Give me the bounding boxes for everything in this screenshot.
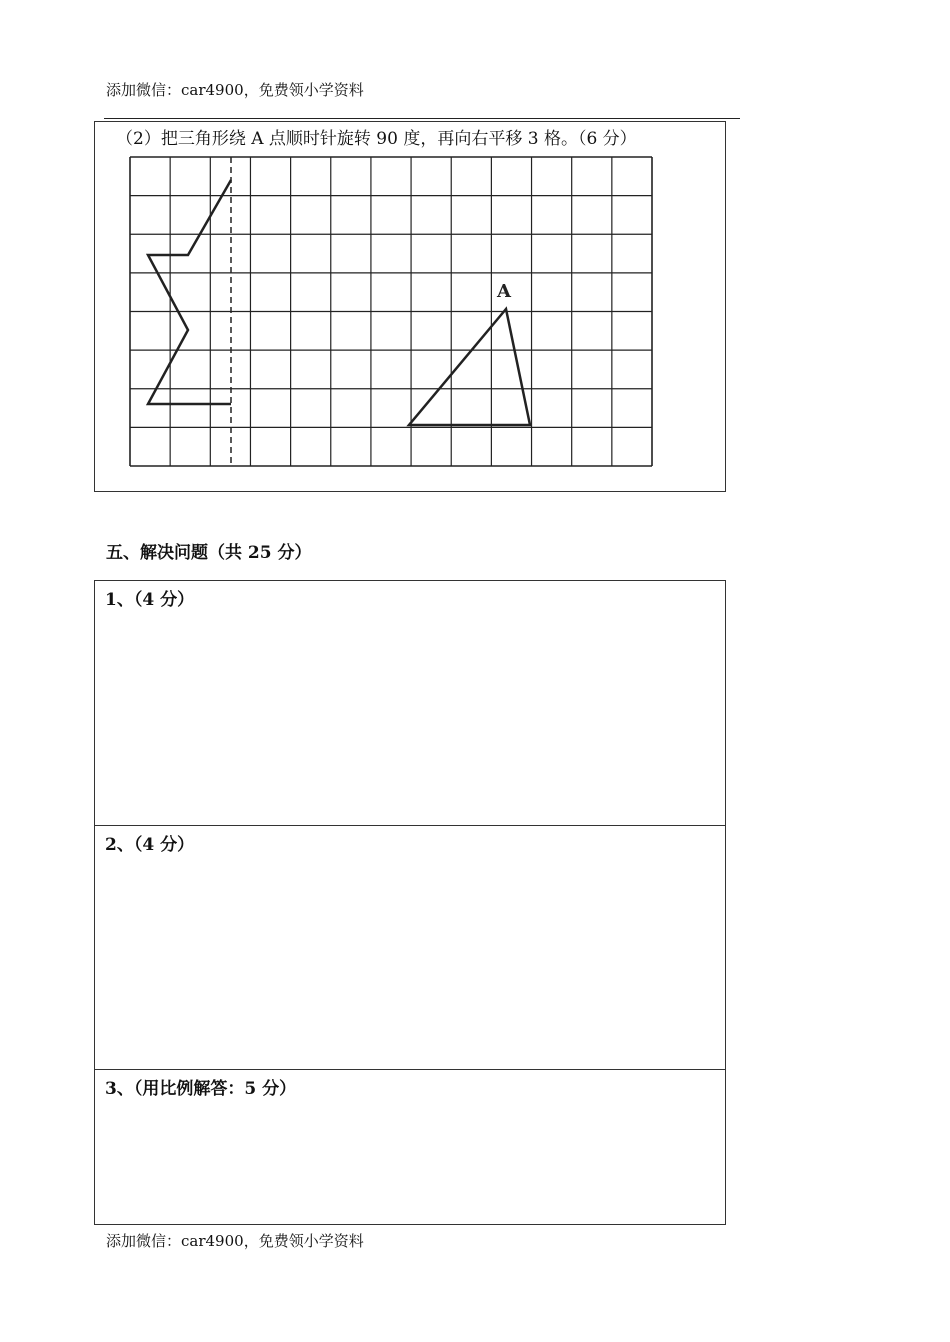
triangle (409, 309, 530, 425)
problem-1-label: 1、（4 分） (105, 590, 195, 610)
point-a-label: A (497, 281, 511, 302)
half-figure (148, 180, 231, 404)
header-note: 添加微信：car4900，免费领小学资料 (106, 81, 364, 99)
question2-text: （2）把三角形绕 A 点顺时针旋转 90 度，再向右平移 3 格。（6 分） (116, 129, 637, 149)
footer-note: 添加微信：car4900，免费领小学资料 (106, 1232, 364, 1250)
problem-2-label: 2、（4 分） (105, 835, 195, 855)
transformation-grid (0, 0, 950, 520)
problem-3-label: 3、（用比例解答：5 分） (105, 1079, 297, 1099)
problem-2-box (94, 825, 726, 1070)
section5-title: 五、解决问题（共 25 分） (106, 543, 312, 563)
grid-lines (130, 157, 652, 466)
problem-3-box (94, 1069, 726, 1225)
problem-1-box (94, 580, 726, 826)
